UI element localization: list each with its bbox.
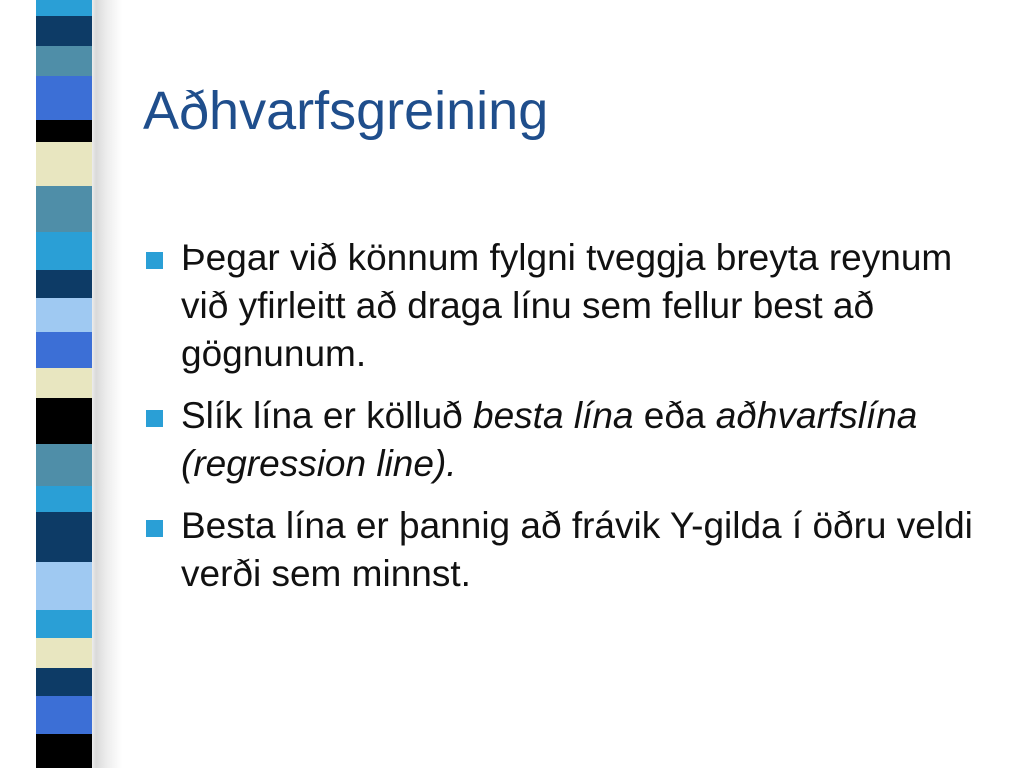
stripe-block xyxy=(36,270,92,298)
bullet-text: Þegar við könnum fylgni tveggja breyta reynum við yfirleitt að draga línu sem fellur best að gögnunum. xyxy=(181,237,953,374)
bullet-text: Slík lína er kölluð xyxy=(181,395,474,436)
slide-title: Aðhvarfsgreining xyxy=(143,81,549,141)
bullet-text: eða xyxy=(633,395,716,436)
stripe-block xyxy=(36,638,92,668)
stripe-block xyxy=(36,444,92,486)
stripe-block xyxy=(36,76,92,120)
decorative-stripe-column xyxy=(36,0,96,768)
stripe-block xyxy=(36,696,92,734)
stripe-block xyxy=(36,610,92,638)
square-bullet-icon xyxy=(146,252,163,269)
square-bullet-icon xyxy=(146,410,163,427)
bullet-item xyxy=(143,392,1003,488)
bullet-list xyxy=(143,234,1003,612)
stripe-block xyxy=(36,298,92,332)
stripe-block xyxy=(36,398,92,444)
stripe-block xyxy=(36,512,92,562)
bullet-text: Besta lína er þannig að frávik Y-gilda í öðru veldi verði sem minnst. xyxy=(181,505,973,594)
stripe-block xyxy=(36,186,92,232)
stripe-block xyxy=(36,734,92,768)
square-bullet-icon xyxy=(146,520,163,537)
stripe-block xyxy=(36,562,92,610)
italic-term: aðhvarfslína (regression line). xyxy=(181,395,918,484)
stripe-block xyxy=(36,120,92,142)
bullet-item xyxy=(143,234,1003,378)
stripe-block xyxy=(36,16,92,46)
stripe-block xyxy=(36,332,92,368)
stripe-block xyxy=(36,232,92,270)
stripe-block xyxy=(36,668,92,696)
bullet-item xyxy=(143,502,1003,598)
stripe-block xyxy=(36,46,92,76)
stripe-block xyxy=(36,368,92,398)
stripe-block xyxy=(36,142,92,186)
italic-term: besta lína xyxy=(473,395,634,436)
stripe-block xyxy=(36,0,92,16)
stripe-block xyxy=(36,486,92,512)
